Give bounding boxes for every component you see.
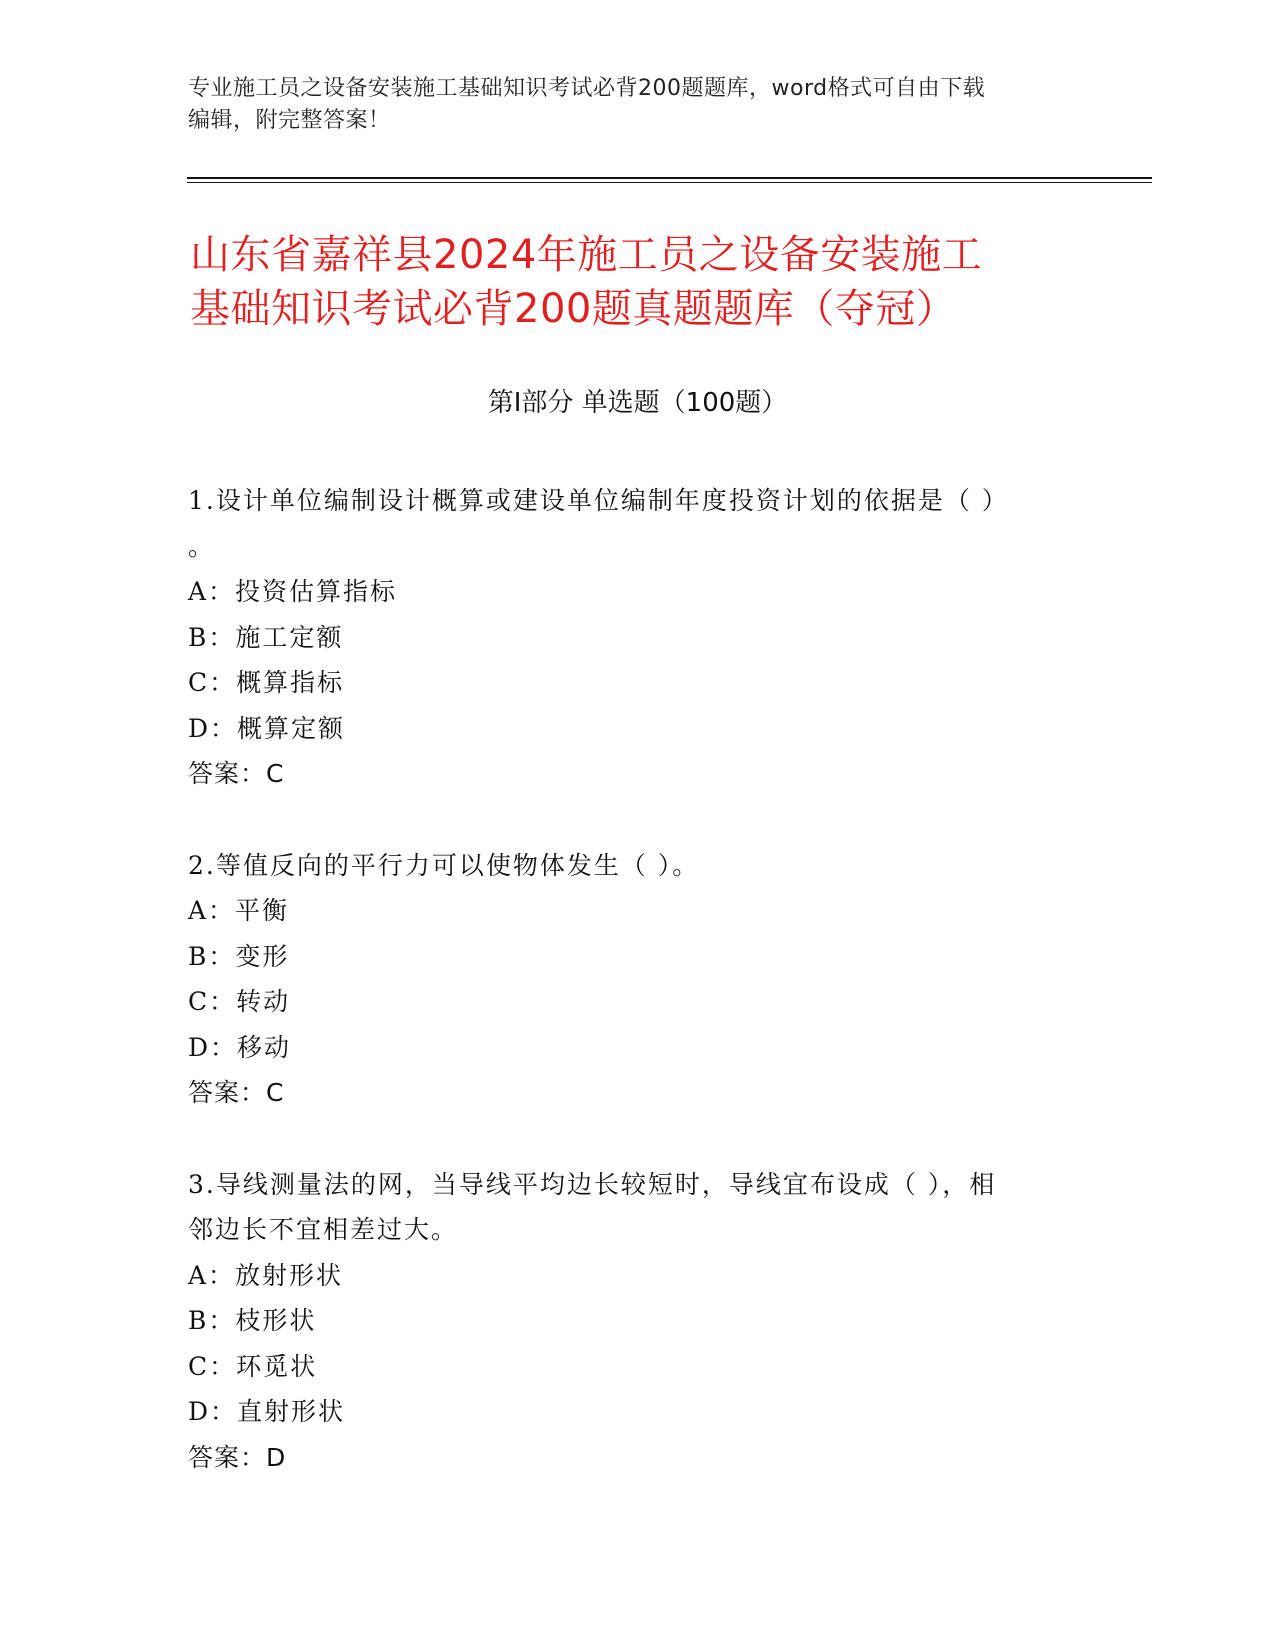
question-item [188, 843, 1088, 1116]
option-c: C：环觅状 [188, 1351, 318, 1381]
header-note-line: 专业施工员之设备安装施工基础知识考试必背200题题库，word格式可自由下载 [188, 76, 986, 101]
question-item [188, 1162, 1088, 1481]
header-divider-thin [187, 182, 1152, 183]
answer-line: 答案：D [188, 1442, 287, 1472]
question-item [188, 478, 1088, 797]
title-line: 基础知识考试必背200题真题题库（夺冠） [190, 286, 957, 332]
option-a: A：投资估算指标 [188, 577, 398, 606]
section-heading: 第Ⅰ部分 单选题（100题） [487, 388, 788, 418]
answer-line: 答案：C [188, 1078, 285, 1107]
question-stem: 邻边长不宜相差过大。 [188, 1215, 459, 1244]
option-d: D：概算定额 [188, 713, 346, 743]
option-a: A：放射形状 [188, 1260, 344, 1290]
header-note [188, 73, 1088, 137]
option-c: C：概算指标 [188, 668, 345, 697]
option-b: B：施工定额 [188, 622, 344, 652]
option-c: C：转动 [188, 987, 291, 1016]
question-stem: 。 [188, 531, 216, 561]
document-title [190, 228, 1090, 336]
header-note-line: 编辑，附完整答案！ [188, 108, 391, 133]
option-b: B：变形 [188, 941, 290, 971]
title-line: 山东省嘉祥县2024年施工员之设备安装施工 [190, 232, 983, 278]
question-stem: 1.设计单位编制设计概算或建设单位编制年度投资计划的依据是（ ） [188, 486, 1009, 515]
header-divider-thick [187, 177, 1152, 179]
question-list [188, 478, 1088, 1526]
answer-line: 答案：C [188, 759, 285, 788]
question-stem: 3.导线测量法的网，当导线平均边长较短时，导线宜布设成（ ），相 [188, 1169, 997, 1199]
option-d: D：移动 [188, 1032, 292, 1062]
option-a: A：平衡 [188, 896, 290, 925]
option-b: B：枝形状 [188, 1306, 317, 1335]
option-d: D：直射形状 [188, 1397, 346, 1426]
question-stem: 2.等值反向的平行力可以使物体发生（ ）。 [188, 850, 700, 880]
